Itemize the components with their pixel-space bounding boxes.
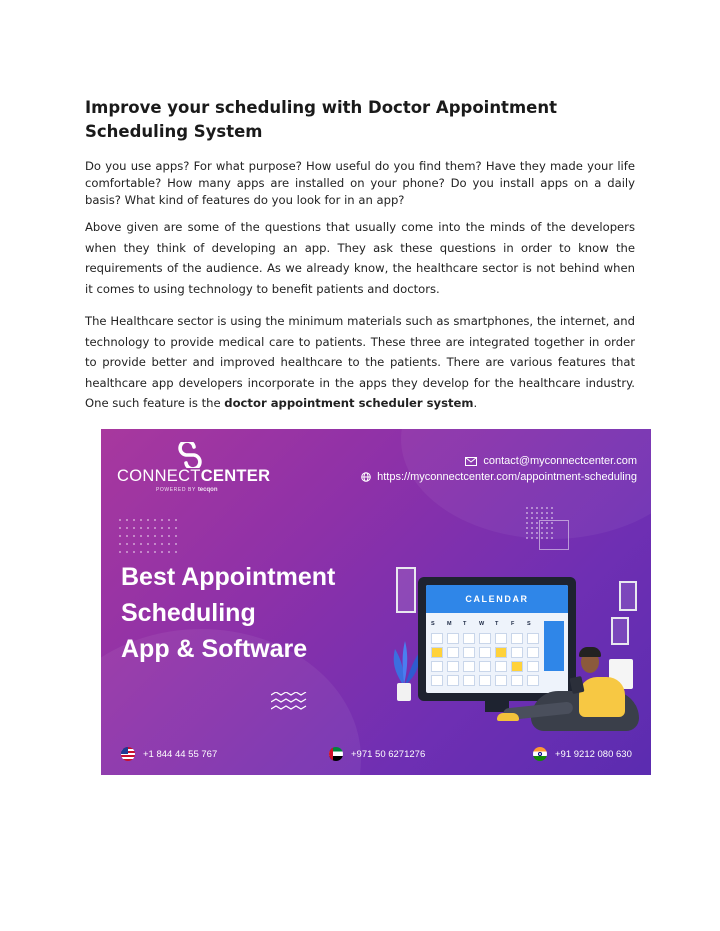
article-paragraph-2: Above given are some of the questions that usually come into the minds of the developers when they think of developing an app. They ask these questions in order to know the requirements of the audience. As we already know, the healthcare sector is not behind when it comes to using technology to benefit patients and doctors. (85, 220, 635, 296)
decorative-wave-icon (271, 692, 311, 714)
calendar-cell (495, 633, 507, 644)
weekday-label: F (511, 621, 515, 627)
article-paragraph-3 (85, 311, 635, 414)
calendar-cell (527, 675, 539, 686)
calendar-cell (511, 675, 523, 686)
headline-line-2: Scheduling (121, 599, 256, 627)
calendar-cell (511, 633, 523, 644)
calendar-cell (495, 647, 507, 658)
calendar-cell (479, 647, 491, 658)
weekday-label: S (431, 621, 435, 627)
calendar-cell (463, 647, 475, 658)
powered-by-brand: tecqon (197, 487, 218, 493)
calendar-screen (426, 585, 568, 693)
paragraph-3-text: The Healthcare sector is using the minimum materials such as smartphones, the internet, and technology to provide medical care to patients. These three are integrated together in order to provide better and improved healthcare to the patients. There are various features that healthcare app developers incorporate in the apps they develop for the healthcare industry. One such feature is the (85, 314, 635, 410)
wall-frame (619, 581, 637, 611)
powered-by-label: POWERED BY (156, 487, 196, 493)
phone-uae[interactable] (329, 747, 425, 761)
banner-headline (121, 559, 335, 667)
article-title: Improve your scheduling with Doctor Appointment Scheduling System (85, 98, 557, 141)
weekday-label: W (479, 621, 485, 627)
person-shoe (497, 713, 519, 721)
calendar-cell (463, 661, 475, 672)
calendar-cell (463, 675, 475, 686)
phone-number: +971 50 6271276 (351, 748, 426, 760)
phone-number: +91 9212 080 630 (555, 748, 632, 760)
brand-name-part-1: CONNECT (117, 467, 201, 485)
calendar-cell (527, 633, 539, 644)
calendar-cell (447, 661, 459, 672)
headline-line-3: App & Software (121, 635, 308, 663)
calendar-cell (479, 661, 491, 672)
calendar-cell (431, 647, 443, 658)
brand-name-part-2: CENTER (200, 467, 271, 485)
calendar-cell (479, 633, 491, 644)
calendar-cell (495, 661, 507, 672)
person-hair (579, 647, 601, 657)
connectcenter-logo-icon (177, 442, 203, 468)
decorative-square (539, 520, 569, 550)
weekday-label: T (495, 621, 499, 627)
wall-frame (611, 617, 629, 645)
paragraph-3-end: . (473, 396, 478, 410)
india-flag-icon (533, 747, 547, 761)
website-contact[interactable] (361, 471, 637, 483)
phone-number: +1 844 44 55 767 (143, 748, 218, 760)
weekday-label: M (447, 621, 452, 627)
person-body (579, 677, 625, 717)
phone-us[interactable] (121, 747, 217, 761)
calendar-cell (495, 675, 507, 686)
headline-line-1: Best Appointment (121, 563, 336, 591)
calendar-cell (527, 661, 539, 672)
weekday-label: T (463, 621, 467, 627)
powered-by (156, 487, 217, 493)
weekday-label: S (527, 621, 531, 627)
calendar-title: CALENDAR (426, 585, 568, 613)
brand-name (117, 467, 270, 486)
uae-flag-icon (329, 747, 343, 761)
calendar-sidebar (544, 621, 564, 671)
calendar-cell (447, 633, 459, 644)
email-contact[interactable] (465, 455, 637, 467)
phone-india[interactable] (533, 747, 632, 761)
article (85, 96, 635, 414)
calendar-weekdays (431, 621, 539, 627)
mail-icon (465, 457, 477, 466)
website-text: https://myconnectcenter.com/appointment-scheduling (377, 471, 637, 483)
calendar-cell (431, 633, 443, 644)
email-text: contact@myconnectcenter.com (483, 455, 637, 467)
promo-banner (101, 429, 651, 775)
tablet (569, 676, 584, 694)
calendar-cell (511, 661, 523, 672)
calendar-grid (431, 633, 539, 686)
globe-icon (361, 472, 371, 482)
calendar-cell (511, 647, 523, 658)
calendar-cell (479, 675, 491, 686)
calendar-cell (431, 661, 443, 672)
plant-pot (397, 683, 411, 701)
decorative-dots-left (119, 519, 177, 553)
calendar-cell (527, 647, 539, 658)
calendar-cell (447, 675, 459, 686)
calendar-cell (431, 675, 443, 686)
calendar-cell (463, 633, 475, 644)
wall-frame (396, 567, 416, 613)
calendar-monitor (418, 577, 576, 701)
us-flag-icon (121, 747, 135, 761)
paragraph-3-bold-term: doctor appointment scheduler system (224, 396, 474, 410)
calendar-cell (447, 647, 459, 658)
article-paragraph-1: Do you use apps? For what purpose? How useful do you find them? Have they made your life comfortable? How many apps are installed on your phone? Do you install apps on a daily basis? What kind of features do you look for in an app? (85, 159, 635, 207)
